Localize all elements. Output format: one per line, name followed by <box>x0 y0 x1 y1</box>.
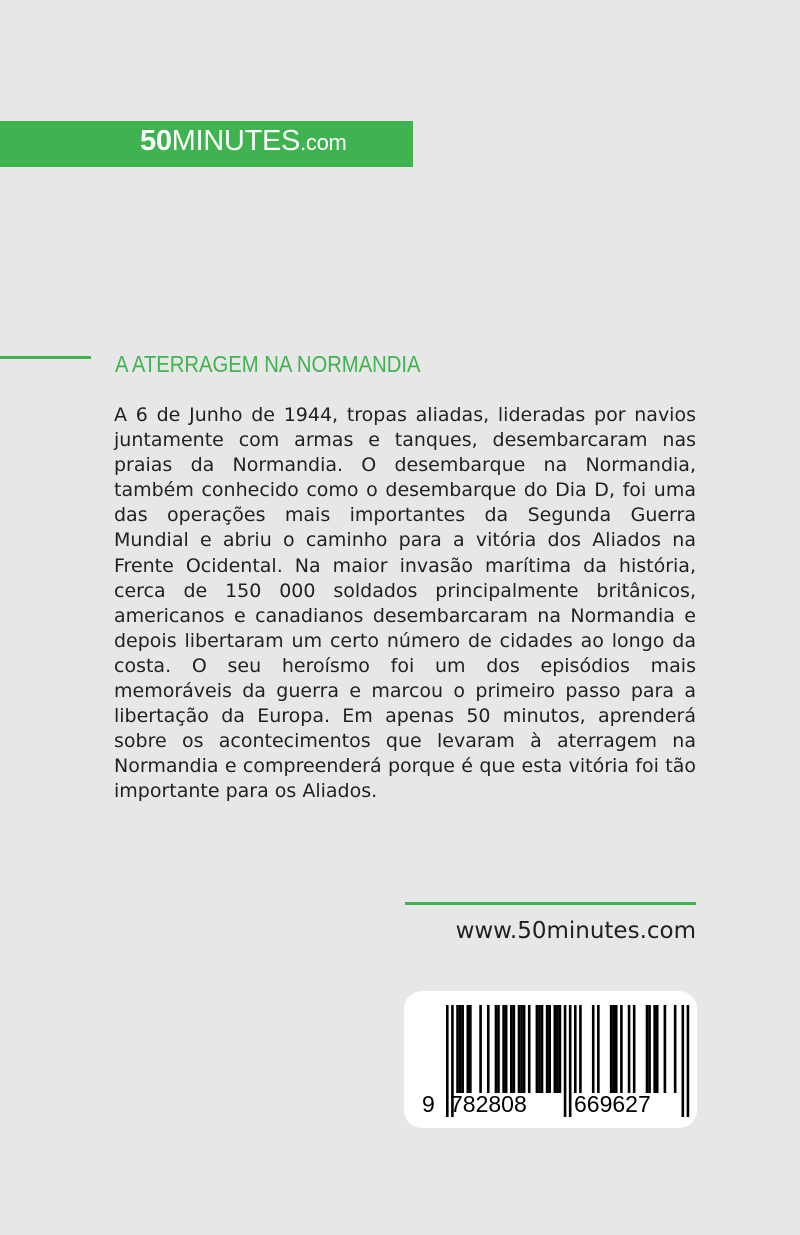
barcode-bar <box>446 1005 449 1117</box>
barcode-bar <box>574 1005 577 1093</box>
isbn-barcode <box>404 991 697 1128</box>
barcode-bar <box>633 1005 636 1093</box>
barcode-bar <box>461 1005 464 1093</box>
barcode-bar <box>597 1005 600 1093</box>
brand-word: MINUTES <box>171 125 301 157</box>
barcode-bar <box>497 1005 500 1093</box>
barcode-bar <box>536 1005 539 1093</box>
barcode-bar <box>648 1005 651 1093</box>
barcode-bar <box>612 1005 615 1093</box>
brand-domain: .com <box>300 130 347 155</box>
brand-number: 50 <box>140 125 172 157</box>
barcode-bar <box>656 1005 659 1093</box>
barcode-bar <box>674 1005 677 1093</box>
barcode-bar <box>628 1005 631 1093</box>
barcode-bar <box>546 1005 549 1093</box>
isbn-left-group: 782808 <box>450 1091 527 1117</box>
barcode-bar <box>495 1005 498 1093</box>
website-url: www.50minutes.com <box>455 918 696 944</box>
barcode-bar <box>592 1005 595 1093</box>
title-divider <box>0 356 91 359</box>
barcode-bar <box>469 1005 472 1093</box>
barcode-bar <box>518 1005 521 1093</box>
barcode-bar <box>541 1005 544 1093</box>
barcode-bar <box>559 1005 562 1093</box>
barcode-bar <box>523 1005 526 1093</box>
barcode-bar <box>687 1005 690 1117</box>
barcode-bar <box>456 1005 459 1093</box>
barcode-bars <box>404 991 697 1128</box>
barcode-bar <box>646 1005 649 1093</box>
barcode-bar <box>459 1005 462 1093</box>
barcode-bar <box>548 1005 551 1093</box>
barcode-bar <box>569 1005 572 1117</box>
barcode-bar <box>554 1005 557 1093</box>
barcode-bar <box>556 1005 559 1093</box>
barcode-bar <box>510 1005 513 1093</box>
barcode-bar <box>538 1005 541 1093</box>
barcode-bar <box>513 1005 516 1093</box>
barcode-bar <box>466 1005 469 1093</box>
website-divider <box>405 902 696 905</box>
isbn-right-group: 669627 <box>574 1091 651 1117</box>
barcode-bar <box>479 1005 482 1093</box>
barcode-bar <box>528 1005 531 1093</box>
barcode-bar <box>505 1005 508 1093</box>
barcode-bar <box>653 1005 656 1093</box>
brand-logo <box>140 125 347 158</box>
barcode-bar <box>620 1005 623 1093</box>
barcode-bar <box>664 1005 667 1093</box>
barcode-bar <box>610 1005 613 1093</box>
isbn-lead-digit: 9 <box>422 1091 435 1117</box>
barcode-bar <box>579 1005 582 1093</box>
barcode-bar <box>615 1005 618 1093</box>
barcode-bar <box>487 1005 490 1093</box>
barcode-bar <box>520 1005 523 1093</box>
book-description: A 6 de Junho de 1944, tropas aliadas, lideradas por navios juntamente com armas e tanques, desembarcaram nas praias da Normandia. O desembarque na Normandia, também conhecido como o desembarque do Dia D, foi uma das operações mais importantes da Segunda Guerra Mundial e abriu o caminho para a vitória dos Aliados na Frente Ocidental. Na maior invasão marítima da história, cerca de 150 000 soldados principalmente britânicos, americanos e canadianos desembarcaram na Normandia e depois libertaram um certo número de cidades ao longo da costa. O seu heroísmo foi um dos episódios mais memoráveis da guerra e marcou o primeiro passo para a libertação da Europa. Em apenas 50 minutos, aprenderá sobre os acontecimentos que levaram à aterragem na Normandia e compreenderá porque é que esta vitória foi tão importante para os Aliados. <box>114 404 696 803</box>
barcode-bar <box>502 1005 505 1093</box>
barcode-bar <box>564 1005 567 1117</box>
book-title: A ATERRAGEM NA NORMANDIA <box>115 351 421 377</box>
barcode-bar <box>682 1005 685 1117</box>
brand-banner <box>0 121 413 167</box>
